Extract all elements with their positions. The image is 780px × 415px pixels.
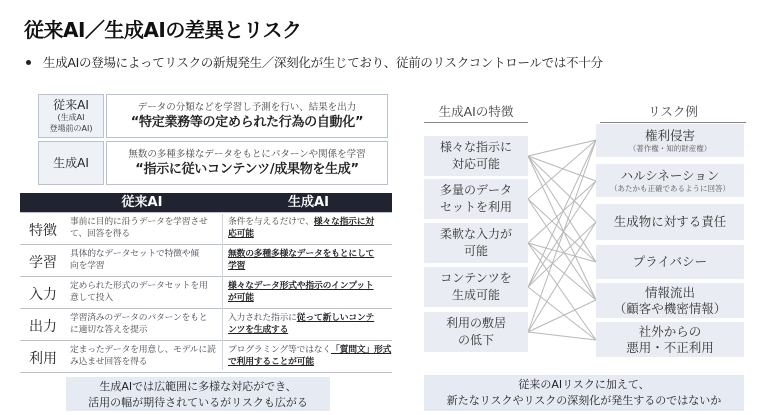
traditional-ai-desc: データの分類などを学習し予測を行い、結果を出力 bbox=[137, 102, 357, 113]
generative-ai-label: 生成AI bbox=[53, 156, 89, 170]
feature-box bbox=[424, 136, 528, 176]
cell-line: 意して投入 bbox=[70, 293, 113, 303]
cell-line: 具体的なデータセットで特徴や傾 bbox=[70, 249, 199, 259]
row-label-features: 特徴 bbox=[29, 223, 57, 239]
generative-ai-quote: “指示に従いコンテンツ/成果物を生成” bbox=[135, 162, 359, 177]
note-line: 新たなリスクやリスクの深刻化が発生するのではないか bbox=[446, 394, 722, 407]
connector-line bbox=[528, 332, 596, 340]
row-label-usage: 利用 bbox=[29, 351, 57, 367]
risk-label: 情報流出 bbox=[644, 284, 695, 300]
risk-box-privacy bbox=[596, 245, 744, 279]
feature-line: 柔軟な入力が bbox=[439, 227, 512, 241]
cell-emphasis: 応可能 bbox=[228, 229, 254, 239]
feature-box bbox=[424, 267, 528, 307]
cell-emphasis: 無数の多種多様なデータをもとにして bbox=[228, 249, 375, 259]
risks-heading: リスク例 bbox=[648, 104, 698, 119]
feature-line: 生成可能 bbox=[451, 288, 500, 302]
note-line: 従来のAIリスクに加えて、 bbox=[518, 378, 650, 391]
cell-line: 事前に目的に沿うデータを学習させ bbox=[70, 217, 208, 227]
risk-sublabel: （あたかも正確であるように回答） bbox=[610, 183, 730, 193]
traditional-ai-label-sub1: (生成AI bbox=[57, 113, 85, 122]
risk-box-leak bbox=[596, 283, 744, 318]
feature-box bbox=[424, 312, 528, 352]
right-summary-note bbox=[424, 375, 744, 411]
cell-line: 向を学習 bbox=[70, 261, 105, 271]
table-header-traditional: 従来AI bbox=[121, 195, 163, 210]
cell-line: に適切な答えを提示 bbox=[70, 325, 148, 335]
feature-line: 利用の敷居 bbox=[445, 316, 506, 330]
cell-emphasis: 学習 bbox=[228, 261, 246, 271]
table-header-generative: 生成AI bbox=[288, 195, 329, 210]
feature-line: 多量のデータ bbox=[439, 183, 512, 197]
row-label-learning: 学習 bbox=[29, 255, 57, 271]
row-label-input: 入力 bbox=[29, 287, 57, 303]
feature-line: 対応可能 bbox=[451, 157, 500, 171]
cell-emphasis: で利用することが可能 bbox=[228, 357, 314, 367]
traditional-ai-label-sub2: 登場前のAI) bbox=[49, 124, 93, 133]
risk-label: （顧客や機密情報） bbox=[613, 300, 727, 316]
feature-line: セットを利用 bbox=[439, 200, 512, 214]
traditional-ai-quote: “特定業務等の定められた行為の自動化” bbox=[130, 115, 364, 130]
feature-box bbox=[424, 179, 528, 219]
features-heading: 生成AIの特徴 bbox=[438, 104, 514, 119]
feature-line: の低下 bbox=[457, 333, 494, 347]
generative-ai-desc: 無数の多種多様なデータをもとにパターンや関係を学習 bbox=[128, 149, 366, 160]
risk-box-hallucination bbox=[596, 164, 744, 197]
cell-emphasis: が可能 bbox=[228, 293, 254, 303]
cell-emphasis: 様々なデータ形式や指示のインプット bbox=[228, 281, 374, 291]
cell-emphasis: ンツを生成する bbox=[228, 325, 289, 335]
risk-sublabel: （著作権・知的財産権） bbox=[628, 143, 712, 153]
cell-emphasis: 様々な指示に対 bbox=[313, 217, 374, 227]
risk-label: 社外からの bbox=[638, 323, 702, 339]
risk-label: プライバシー bbox=[632, 254, 708, 269]
risk-label: 権利侵害 bbox=[644, 127, 695, 143]
cell-emphasis: 従って新しいコンテ bbox=[296, 313, 375, 323]
cell-line: て、回答を得る bbox=[70, 229, 131, 239]
risk-box-responsibility bbox=[596, 204, 744, 240]
row-label-output: 出力 bbox=[29, 319, 57, 335]
cell-text: プログラミング等ではなく bbox=[228, 345, 331, 355]
connector-line bbox=[528, 140, 596, 156]
page-title: 従来AI／生成AIの差異とリスク bbox=[24, 18, 302, 42]
connector-line bbox=[528, 287, 596, 340]
note-line: 活用の幅が期待されているがリスクも広がる bbox=[88, 396, 308, 409]
risk-label: 悪用・不正利用 bbox=[626, 339, 714, 355]
cell-line: 定められた形式のデータセットを用 bbox=[70, 281, 208, 291]
cell-line: み込ませ回答を得る bbox=[70, 357, 148, 367]
traditional-ai-label: 従来AI bbox=[53, 98, 89, 112]
cell-emphasis: 「質問文」形式 bbox=[331, 345, 392, 355]
feature-line: 様々な指示に bbox=[439, 140, 512, 154]
feature-line: 可能 bbox=[463, 244, 488, 258]
risk-label: 生成物に対する責任 bbox=[613, 214, 727, 229]
cell-line: 定まったデータを用意し、モデルに読 bbox=[70, 345, 216, 355]
cell-text: 条件を与えるだけで、 bbox=[228, 217, 314, 227]
cell-line: 学習済みのデータのパターンをもと bbox=[70, 313, 208, 323]
subtitle-text: 生成AIの登場によってリスクの新規発生／深刻化が生じており、従前のリスクコントロールでは不十分 bbox=[43, 55, 603, 70]
risk-label: ハルシネーション bbox=[620, 167, 720, 183]
feature-box bbox=[424, 223, 528, 263]
note-line: 生成AIでは広範囲に多様な対応ができ、 bbox=[99, 380, 297, 393]
cell-text: 入力された指示に bbox=[228, 313, 297, 323]
risk-box-misuse bbox=[596, 322, 744, 357]
risk-box-rights bbox=[596, 124, 744, 157]
feature-line: コンテンツを bbox=[440, 271, 512, 285]
